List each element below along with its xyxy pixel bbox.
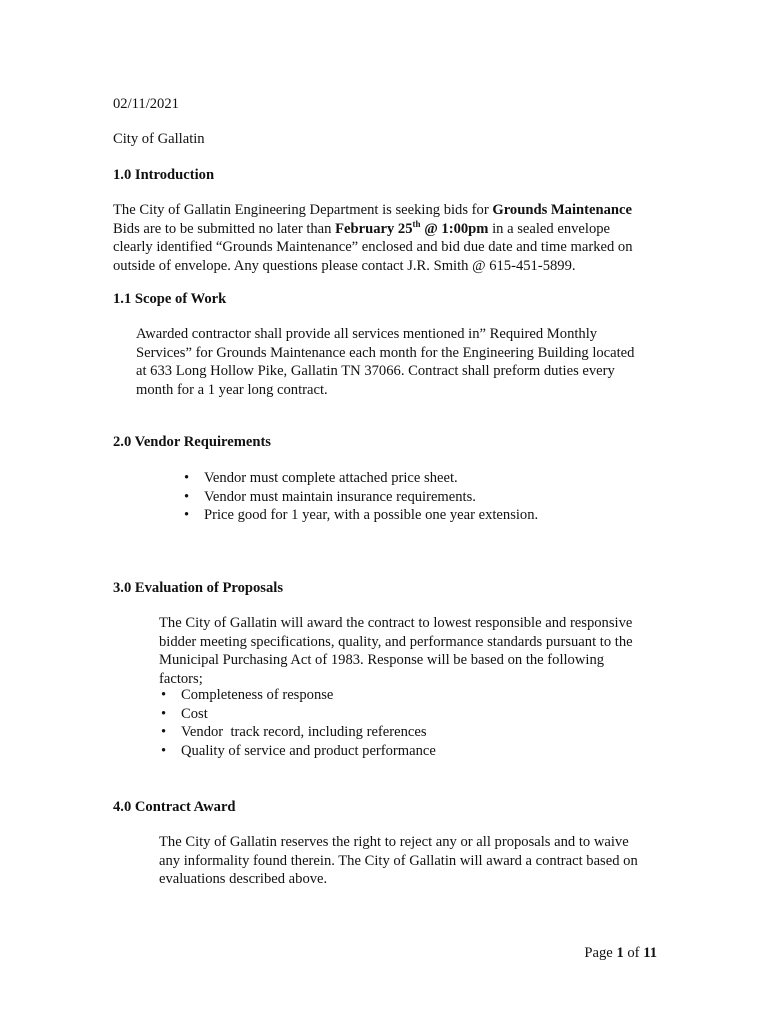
evaluation-factors-list — [161, 686, 661, 760]
bullet-icon: • — [184, 470, 190, 486]
evaluation-line: factors; — [159, 670, 203, 687]
award-heading: 4.0 Contract Award — [113, 799, 236, 815]
award-paragraph — [159, 833, 679, 889]
scope-line: Services” for Grounds Maintenance each month for the Engineering Building located — [136, 344, 635, 361]
introduction-paragraph — [113, 201, 673, 275]
bullet-icon: • — [161, 742, 167, 759]
bullet-icon: • — [161, 724, 167, 740]
evaluation-line: The City of Gallatin will award the contract to lowest responsible and responsive — [159, 615, 633, 631]
introduction-line-1: The City of Gallatin Engineering Department is seeking bids for Grounds Maintenance — [113, 202, 632, 218]
vendor-heading: 2.0 Vendor Requirements — [113, 434, 271, 450]
introduction-line-2: Bids are to be submitted no later than February 25th @ 1:00pm in a sealed envelope — [113, 218, 611, 237]
list-item: • Price good for 1 year, with a possible one year extension. — [184, 507, 539, 523]
vendor-requirements-list — [184, 469, 704, 525]
bullet-icon: • — [161, 687, 167, 703]
list-item: • Quality of service and product performance — [161, 742, 436, 759]
list-item: • Vendor must complete attached price sheet. — [184, 470, 458, 486]
scope-paragraph — [136, 325, 676, 399]
page-number: Page 1 of 11 — [584, 945, 657, 961]
scope-line: month for a 1 year long contract. — [136, 381, 328, 398]
organization-name: City of Gallatin — [113, 131, 205, 147]
scope-line: at 633 Long Hollow Pike, Gallatin TN 37066. Contract shall preform duties every — [136, 363, 615, 379]
bullet-icon: • — [184, 488, 190, 505]
list-item: • Cost — [161, 705, 208, 722]
award-line: The City of Gallatin reserves the right to reject any or all proposals and to waive — [159, 834, 629, 850]
list-item: • Vendor track record, including references — [161, 724, 427, 740]
evaluation-paragraph — [159, 614, 679, 688]
evaluation-heading: 3.0 Evaluation of Proposals — [113, 580, 284, 596]
introduction-line-3: clearly identified “Grounds Maintenance” enclosed and bid due date and time marked on — [113, 239, 633, 255]
scope-line: Awarded contractor shall provide all services mentioned in” Required Monthly — [136, 326, 598, 342]
list-item: • Completeness of response — [161, 687, 334, 703]
bullet-icon: • — [184, 507, 190, 523]
bullet-icon: • — [161, 705, 167, 722]
award-line: evaluations described above. — [159, 871, 328, 887]
introduction-heading: 1.0 Introduction — [113, 167, 215, 183]
award-line: any informality found therein. The City of Gallatin will award a contract based on — [159, 852, 638, 869]
evaluation-line: bidder meeting specifications, quality, and performance standards pursuant to the — [159, 633, 633, 650]
document-date: 02/11/2021 — [113, 96, 179, 112]
list-item: • Vendor must maintain insurance requirements. — [184, 488, 476, 505]
introduction-line-4: outside of envelope. Any questions please contact J.R. Smith @ 615-451-5899. — [113, 257, 576, 274]
evaluation-line: Municipal Purchasing Act of 1983. Response will be based on the following — [159, 652, 605, 668]
scope-heading: 1.1 Scope of Work — [113, 291, 227, 307]
